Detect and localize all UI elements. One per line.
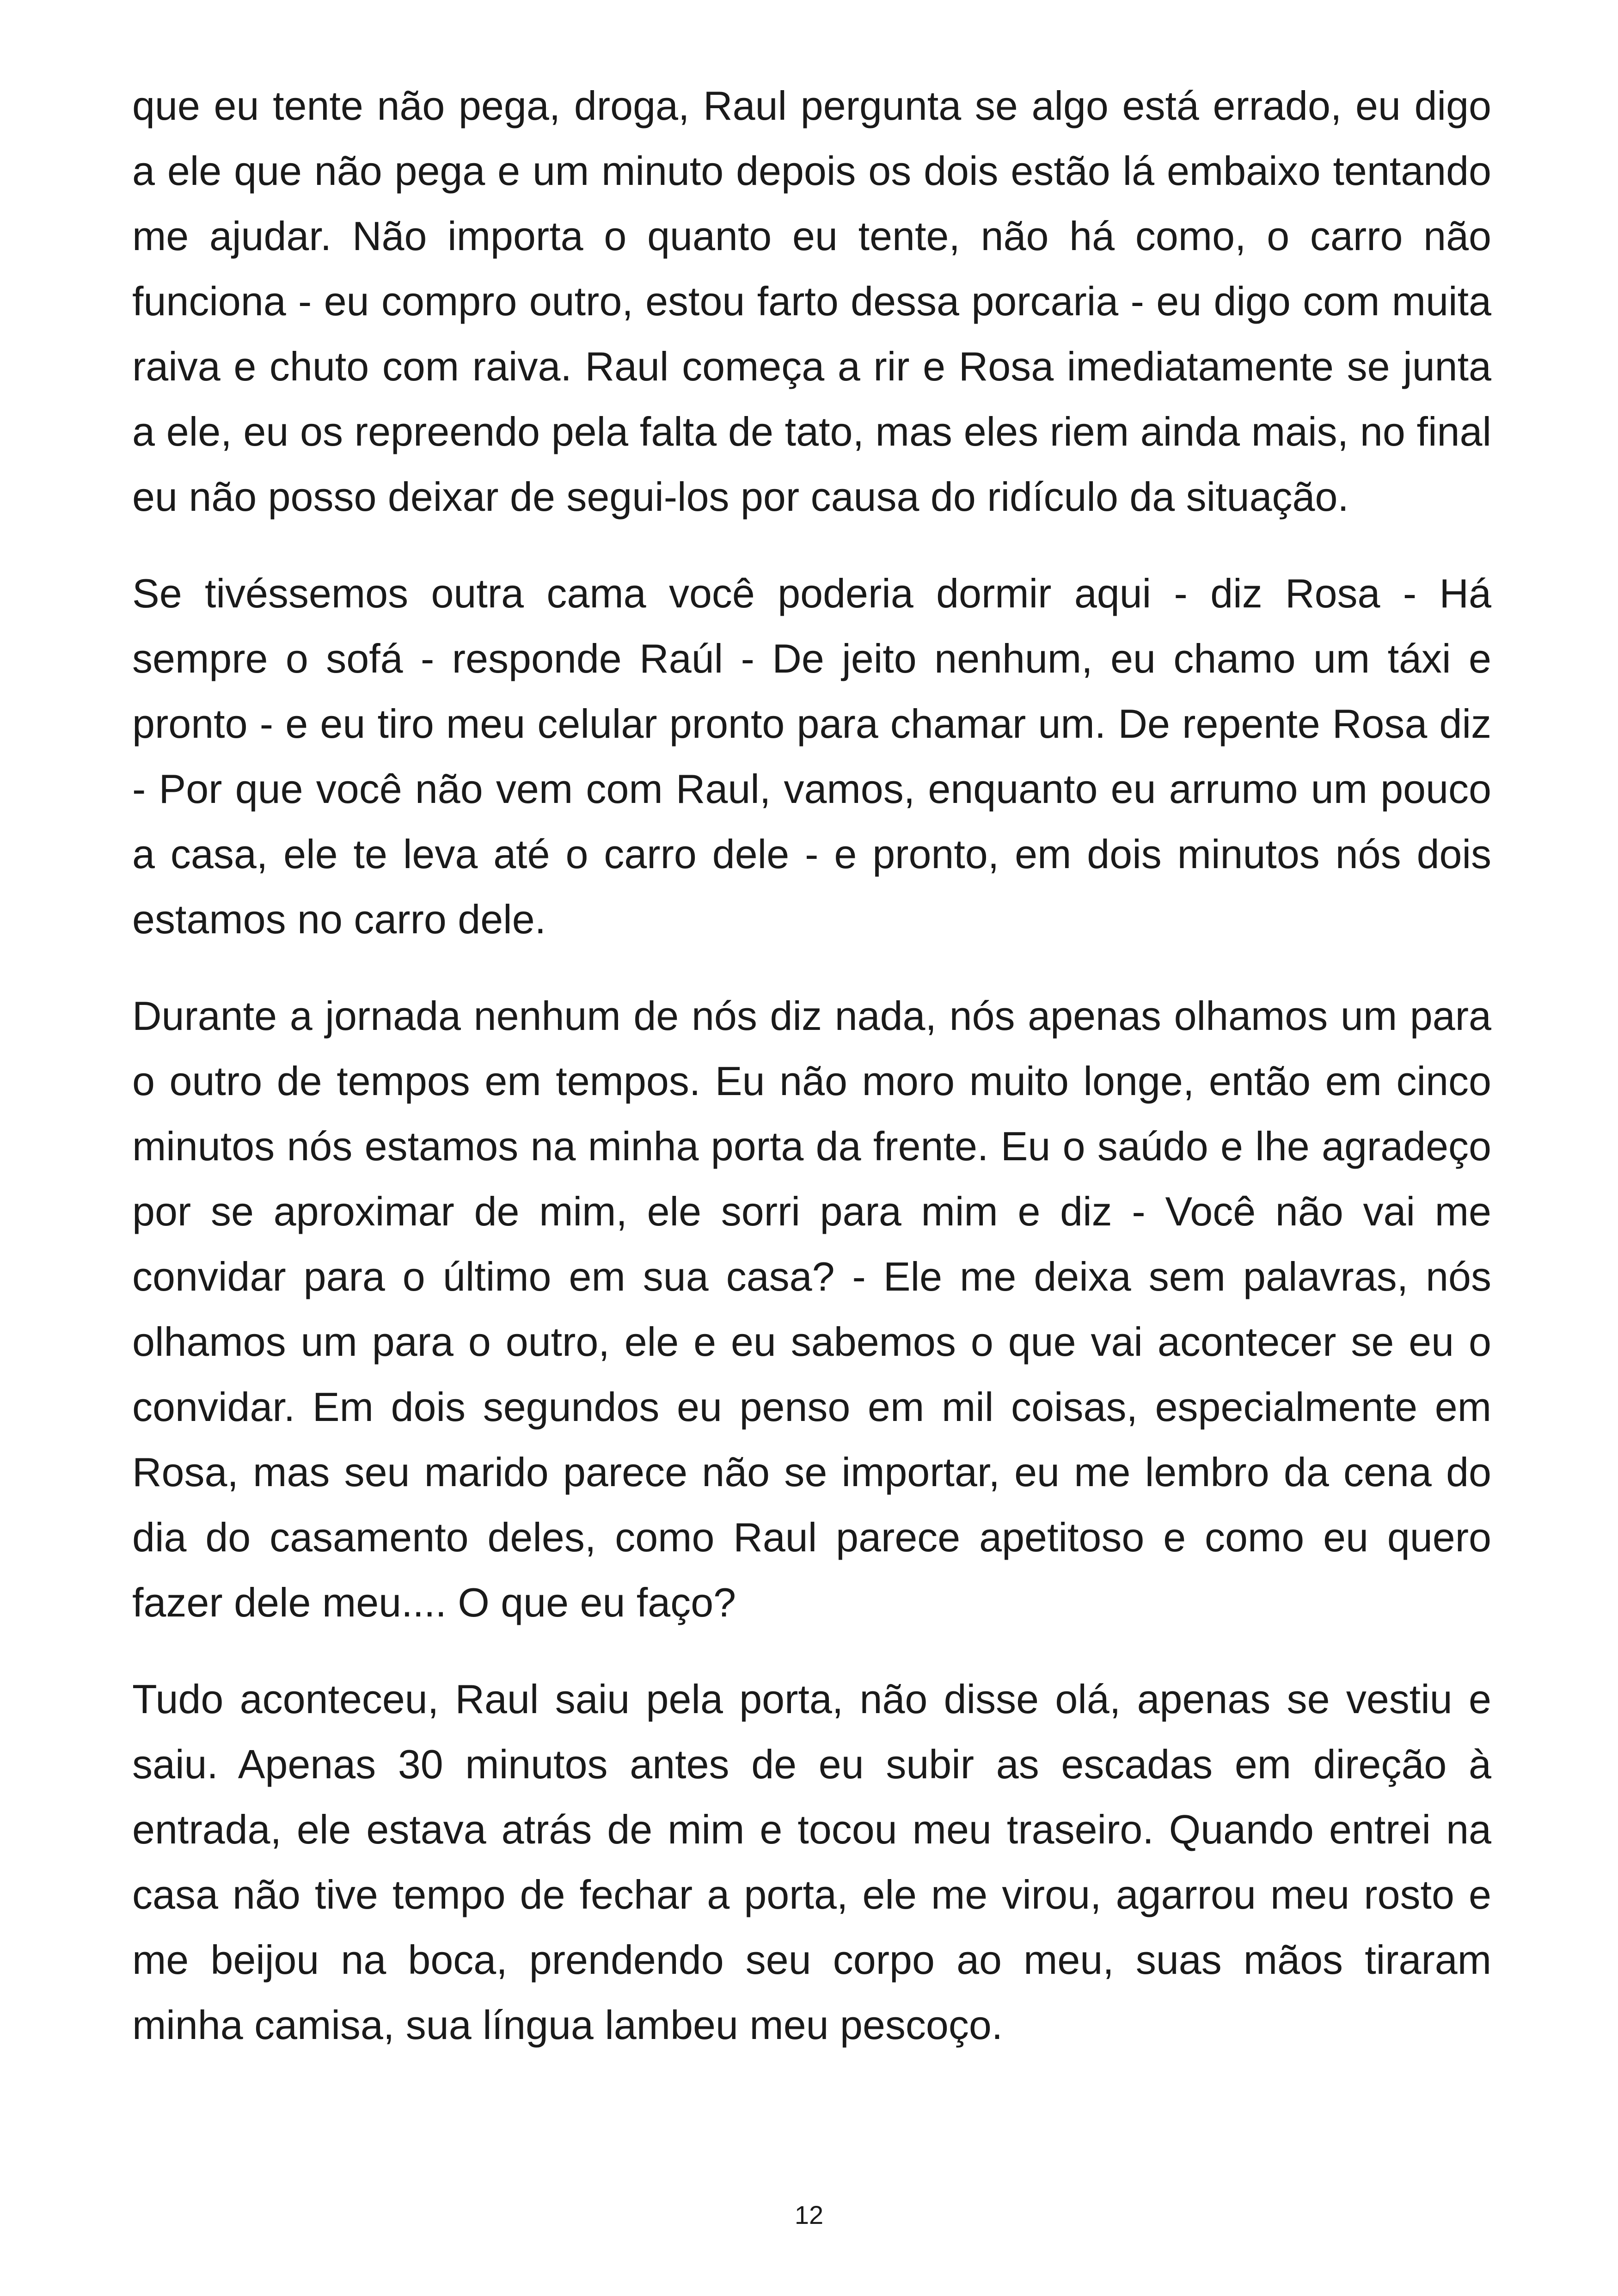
paragraph-1: que eu tente não pega, droga, Raul pergunta se algo está errado, eu digo a ele que não pega e um minuto depois os dois estão lá embaixo tentando me ajudar. Não importa o quanto eu tente, não há como, o carro não funciona - eu compro outro, estou farto dessa porcaria - eu digo com muita raiva e chuto com raiva. Raul começa a rir e Rosa imediatamente se junta a ele, eu os repreendo pela falta de tato, mas eles riem ainda mais, no final eu não posso deixar de segui-los por causa do ridículo da situação. — [132, 83, 1491, 520]
body-text — [132, 73, 1491, 2057]
paragraph-4: Tudo aconteceu, Raul saiu pela porta, não disse olá, apenas se vestiu e saiu. Apenas 30 minutos antes de eu subir as escadas em direção à entrada, ele estava atrás de mim e tocou meu traseiro. Quando entrei na casa não tive tempo de fechar a porta, ele me virou, agarrou meu rosto e me beijou na boca, prendendo seu corpo ao meu, suas mãos tiraram minha camisa, sua língua lambeu meu pescoço. — [132, 1676, 1491, 2048]
page-number: 12 — [794, 2200, 824, 2229]
paragraph-3: Durante a jornada nenhum de nós diz nada, nós apenas olhamos um para o outro de tempos em tempos. Eu não moro muito longe, então em cinco minutos nós estamos na minha porta da frente. Eu o saúdo e lhe agradeço por se aproximar de mim, ele sorri para mim e diz - Você não vai me convidar para o último em sua casa? - Ele me deixa sem palavras, nós olhamos um para o outro, ele e eu sabemos o que vai acontecer se eu o convidar. Em dois segundos eu penso em mil coisas, especialmente em Rosa, mas seu marido parece não se importar, eu me lembro da cena do dia do casamento deles, como Raul parece apetitoso e como eu quero fazer dele meu.... O que eu faço? — [132, 993, 1491, 1625]
paragraph-2: Se tivéssemos outra cama você poderia dormir aqui - diz Rosa - Há sempre o sofá - responde Raúl - De jeito nenhum, eu chamo um táxi e pronto - e eu tiro meu celular pronto para chamar um. De repente Rosa diz - Por que você não vem com Raul, vamos, enquanto eu arrumo um pouco a casa, ele te leva até o carro dele - e pronto, em dois minutos nós dois estamos no carro dele. — [132, 570, 1491, 942]
